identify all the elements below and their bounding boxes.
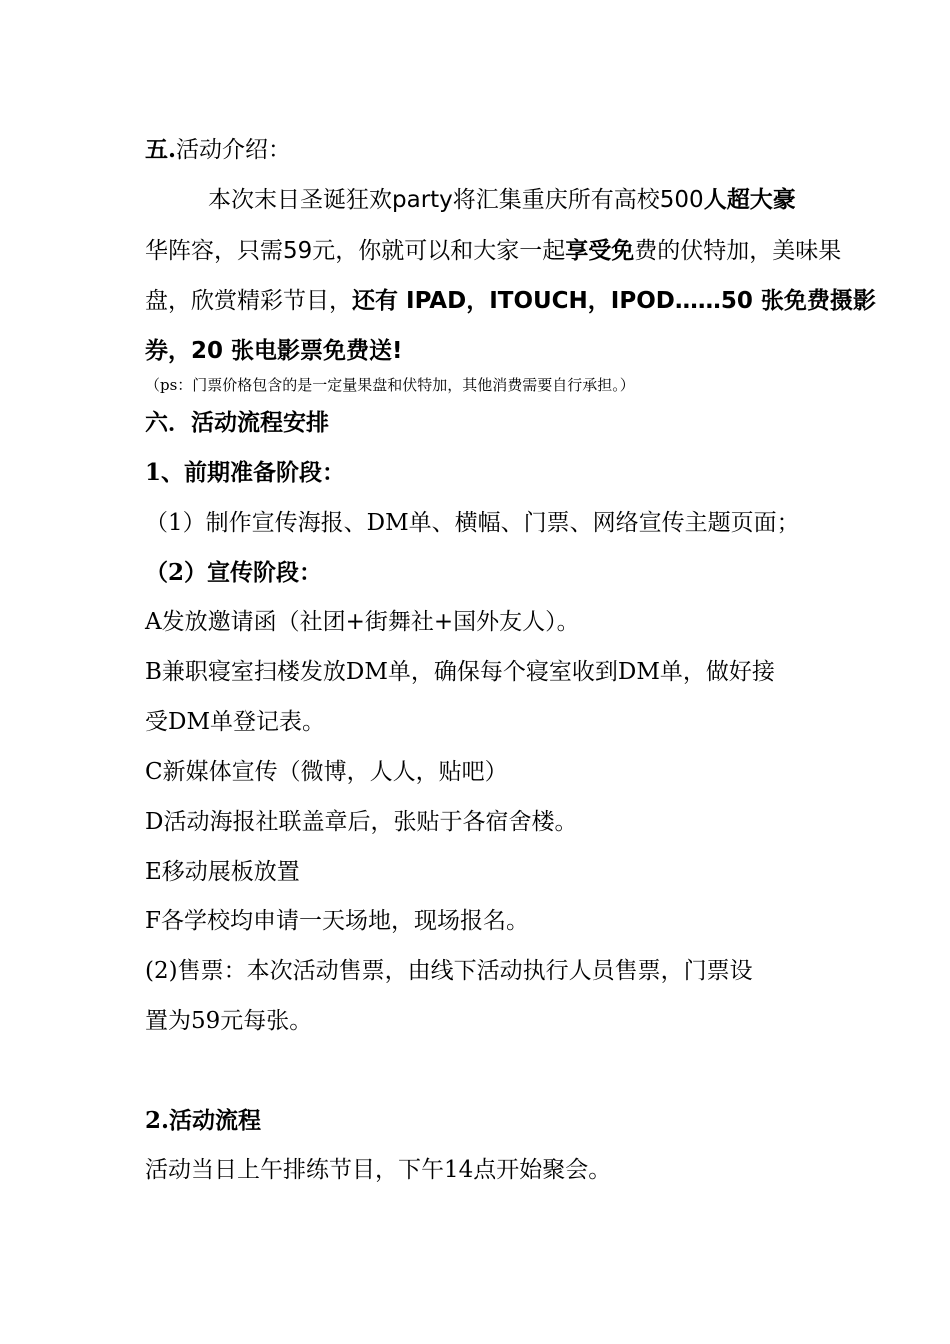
- list-item-c: C新媒体宣传（微博，人人，贴吧）: [145, 759, 508, 785]
- section-5-heading: [145, 135, 291, 165]
- list-item-f: F各学校均申请一天场地，现场报名。: [145, 908, 529, 934]
- list-item-a: A发放邀请函（社团+街舞社+国外友人）。: [145, 609, 580, 635]
- ticket-line-2: 置为59元每张。: [145, 1008, 313, 1034]
- intro-line-3: 盘，欣赏精彩节目，还有 IPAD，ITOUCH，IPOD……50 张免费摄影: [145, 288, 876, 314]
- ticket-line-1: (2)售票：本次活动售票，由线下活动执行人员售票，门票设: [145, 958, 753, 984]
- intro-line-1: 本次末日圣诞狂欢party将汇集重庆所有高校500人超大豪: [208, 187, 796, 213]
- section-5-number: 五.: [145, 136, 177, 163]
- section-5-title: 活动介绍：: [176, 137, 292, 163]
- intro-line-2: 华阵容，只需59元，你就可以和大家一起享受免费的伏特加，美味果: [145, 238, 842, 264]
- list-item-d: D活动海报社联盖章后，张贴于各宿舍楼。: [145, 809, 578, 835]
- list-item-b-line-2: 受DM单登记表。: [145, 709, 325, 735]
- list-item-e: E移动展板放置: [145, 859, 300, 885]
- ps-note: （ps：门票价格包含的是一定量果盘和伏特加，其他消费需要自行承担。）: [145, 376, 635, 394]
- phase-2-title: 2.活动流程: [145, 1107, 262, 1134]
- phase-1-title: 1、前期准备阶段：: [145, 459, 346, 486]
- intro-line-4: 券，20 张电影票免费送!: [145, 338, 403, 364]
- section-6-heading: 六．活动流程安排: [145, 409, 329, 436]
- phase-1-item-1: （1）制作宣传海报、DM单、横幅、门票、网络宣传主题页面；: [145, 510, 800, 536]
- list-item-b-line-1: B兼职寝室扫楼发放DM单，确保每个寝室收到DM单，做好接: [145, 659, 775, 685]
- phase-1-item-2-title: （2）宣传阶段：: [145, 559, 323, 586]
- phase-2-text: 活动当日上午排练节目，下午14点开始聚会。: [145, 1157, 612, 1183]
